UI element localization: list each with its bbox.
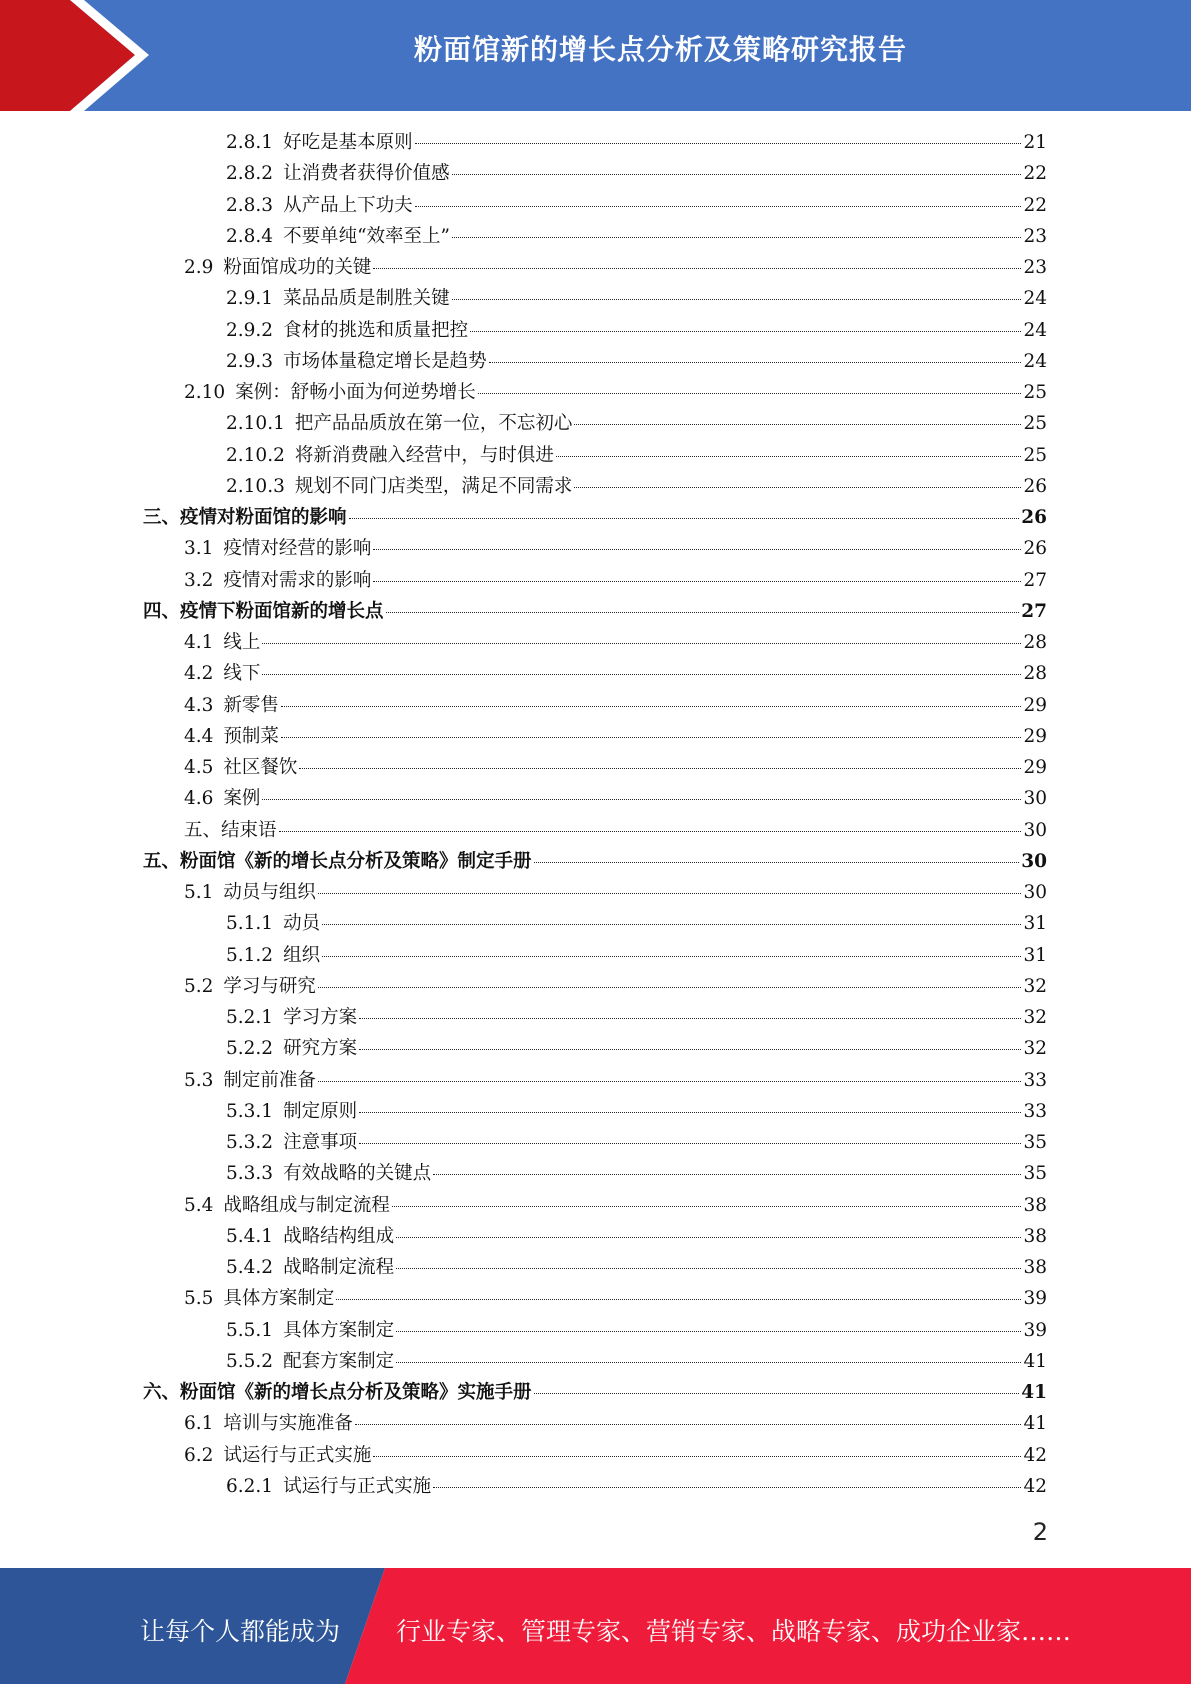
toc-dot-leader <box>534 1393 1020 1394</box>
toc-entry-number: 5.1.1 <box>226 913 274 935</box>
toc-entry-label: 研究方案 <box>283 1038 358 1060</box>
toc-entry-page: 41 <box>1023 1350 1047 1372</box>
toc-dot-leader <box>386 612 1020 613</box>
toc-entry[interactable] <box>226 408 1047 439</box>
toc-entry-number: 2.8.3 <box>226 194 274 216</box>
toc-entry[interactable] <box>184 377 1047 408</box>
toc-entry[interactable] <box>143 846 1047 877</box>
toc-dot-leader <box>556 456 1022 457</box>
toc-dot-leader <box>373 549 1021 550</box>
toc-entry-label: 将新消费融入经营中，与时俱进 <box>294 444 554 466</box>
toc-entry[interactable] <box>184 627 1047 658</box>
toc-entry-page: 35 <box>1023 1132 1047 1153</box>
toc-entry-page: 28 <box>1023 632 1047 653</box>
toc-entry-page: 30 <box>1023 882 1047 903</box>
toc-entry[interactable] <box>184 752 1047 783</box>
toc-entry-number: 5.4 <box>184 1194 214 1216</box>
toc-entry-number: 4.6 <box>184 788 214 810</box>
toc-entry[interactable] <box>226 1315 1047 1346</box>
toc-entry-label: 食材的挑选和质量把控 <box>283 319 469 341</box>
toc-entry-page: 30 <box>1023 819 1047 841</box>
toc-entry-number: 5.1.2 <box>226 944 274 966</box>
toc-entry-page: 33 <box>1023 1100 1047 1122</box>
toc-entry-page: 25 <box>1023 382 1047 403</box>
toc-entry-label: 配套方案制定 <box>283 1350 395 1372</box>
toc-dot-leader <box>373 268 1021 269</box>
toc-entry-label: 六、粉面馆《新的增长点分析及策略》实施手册 <box>143 1382 532 1403</box>
toc-entry-label: 动员与组织 <box>223 882 316 903</box>
toc-entry[interactable] <box>226 158 1047 189</box>
toc-entry-label: 粉面馆成功的关键 <box>223 257 372 278</box>
toc-entry[interactable] <box>184 658 1047 689</box>
report-title: 粉面馆新的增长点分析及策略研究报告 <box>413 33 907 66</box>
toc-entry-label: 动员 <box>283 913 321 935</box>
toc-entry-page: 24 <box>1023 319 1047 341</box>
toc-entry-page: 22 <box>1023 163 1047 185</box>
toc-entry-number: 4.3 <box>184 694 214 716</box>
toc-entry[interactable] <box>226 1002 1047 1033</box>
toc-entry-page: 31 <box>1023 944 1047 966</box>
toc-dot-leader <box>396 1268 1021 1269</box>
toc-entry-number: 2.10.2 <box>226 444 285 466</box>
toc-dot-leader <box>396 1237 1021 1238</box>
toc-entry-number: 5.5.1 <box>226 1319 274 1341</box>
toc-entry[interactable] <box>226 440 1047 471</box>
toc-dot-leader <box>359 1112 1021 1113</box>
toc-entry-label: 五、粉面馆《新的增长点分析及策略》制定手册 <box>143 850 532 872</box>
toc-entry-number: 4.2 <box>184 663 214 685</box>
toc-entry[interactable] <box>184 1065 1047 1096</box>
toc-entry[interactable] <box>226 190 1047 221</box>
toc-entry[interactable] <box>184 1408 1047 1439</box>
toc-entry-label: 战略制定流程 <box>283 1257 395 1278</box>
toc-dot-leader <box>478 393 1022 394</box>
toc-entry-page: 38 <box>1023 1225 1047 1247</box>
toc-entry-page: 21 <box>1023 132 1047 153</box>
toc-dot-leader <box>489 362 1022 363</box>
toc-entry-number: 6.2.1 <box>226 1475 274 1497</box>
toc-entry-page: 23 <box>1023 225 1047 247</box>
toc-dot-leader <box>396 1331 1021 1332</box>
toc-entry-number: 4.1 <box>184 632 214 653</box>
toc-entry[interactable] <box>143 596 1047 627</box>
toc-entry-page: 32 <box>1023 1038 1047 1060</box>
toc-entry-page: 41 <box>1023 1413 1047 1435</box>
toc-entry-label: 三、疫情对粉面馆的影响 <box>143 507 347 528</box>
toc-entry-label: 试运行与正式实施 <box>223 1444 372 1466</box>
toc-entry-label: 战略组成与制定流程 <box>223 1194 390 1216</box>
toc-dot-leader <box>281 737 1022 738</box>
toc-entry[interactable] <box>184 783 1047 814</box>
toc-dot-leader <box>415 143 1022 144</box>
toc-entry-number: 2.10.1 <box>226 413 285 435</box>
toc-entry-number: 5.3.3 <box>226 1163 274 1185</box>
toc-dot-leader <box>279 831 1022 832</box>
toc-entry-number: 5.4.2 <box>226 1257 274 1278</box>
toc-dot-leader <box>318 1081 1022 1082</box>
toc-entry-label: 菜品品质是制胜关键 <box>283 288 450 310</box>
toc-entry-page: 38 <box>1023 1257 1047 1278</box>
toc-entry[interactable] <box>226 221 1047 252</box>
toc-entry[interactable] <box>143 1377 1047 1408</box>
red-arrow-shape <box>0 0 135 111</box>
toc-entry-number: 6.2 <box>184 1444 214 1466</box>
toc-entry[interactable] <box>226 908 1047 939</box>
toc-dot-leader <box>336 1299 1021 1300</box>
toc-dot-leader <box>322 924 1021 925</box>
toc-entry-number: 2.8.2 <box>226 163 274 185</box>
toc-dot-leader <box>392 1206 1022 1207</box>
toc-entry-number: 6.1 <box>184 1413 214 1435</box>
toc-entry[interactable] <box>226 346 1047 377</box>
toc-entry-page: 29 <box>1023 694 1047 716</box>
toc-entry-number: 5.3.1 <box>226 1100 274 1122</box>
toc-entry-label: 制定前准备 <box>223 1069 316 1091</box>
toc-entry-page: 27 <box>1023 569 1047 591</box>
toc-entry[interactable] <box>184 1283 1047 1314</box>
toc-dot-leader <box>318 987 1022 988</box>
toc-entry-label: 战略结构组成 <box>283 1225 395 1247</box>
toc-entry-label: 试运行与正式实施 <box>283 1475 432 1497</box>
toc-entry-number: 5.2.2 <box>226 1038 274 1060</box>
toc-entry-label: 学习与研究 <box>223 975 316 997</box>
toc-entry-label: 好吃是基本原则 <box>283 132 413 153</box>
toc-entry-label: 把产品品质放在第一位，不忘初心 <box>294 413 573 435</box>
toc-entry-label: 学习方案 <box>283 1007 358 1028</box>
toc-dot-leader <box>373 581 1021 582</box>
toc-dot-leader <box>262 643 1021 644</box>
toc-entry-label: 制定原则 <box>283 1100 358 1122</box>
toc-dot-leader <box>318 893 1022 894</box>
toc-dot-leader <box>281 706 1022 707</box>
toc-entry-label: 具体方案制定 <box>223 1288 335 1310</box>
toc-entry-number: 2.8.1 <box>226 132 274 153</box>
toc-entry-label: 组织 <box>283 944 321 966</box>
toc-dot-leader <box>322 956 1021 957</box>
toc-entry-page: 32 <box>1023 1007 1047 1028</box>
toc-entry[interactable] <box>184 1440 1047 1471</box>
toc-entry[interactable] <box>226 940 1047 971</box>
toc-entry-page: 23 <box>1023 257 1047 278</box>
page-footer <box>0 1568 1191 1684</box>
toc-entry-label: 社区餐饮 <box>223 757 298 778</box>
toc-entry[interactable] <box>226 1471 1047 1502</box>
toc-dot-leader <box>433 1487 1021 1488</box>
toc-dot-leader <box>349 518 1020 519</box>
toc-entry-label: 培训与实施准备 <box>223 1413 353 1435</box>
toc-entry[interactable] <box>184 815 1047 846</box>
toc-entry[interactable] <box>226 1346 1047 1377</box>
toc-entry-page: 27 <box>1021 600 1047 622</box>
toc-entry[interactable] <box>184 1190 1047 1221</box>
toc-entry-label: 疫情对经营的影响 <box>223 538 372 560</box>
footer-slogan-left: 让每个人都能成为 <box>140 1617 341 1646</box>
toc-entry[interactable] <box>226 471 1047 502</box>
toc-entry-label: 具体方案制定 <box>283 1319 395 1341</box>
toc-dot-leader <box>359 1143 1021 1144</box>
toc-entry-number: 2.10 <box>184 382 226 403</box>
page-header <box>0 0 1191 111</box>
toc-dot-leader <box>452 237 1021 238</box>
toc-entry-number: 5.3 <box>184 1069 214 1091</box>
toc-entry-page: 30 <box>1023 788 1047 810</box>
toc-entry-page: 35 <box>1023 1163 1047 1185</box>
toc-entry-number: 2.9.2 <box>226 319 274 341</box>
toc-entry-page: 32 <box>1023 975 1047 997</box>
toc-entry-number: 5.1 <box>184 882 214 903</box>
toc-entry[interactable] <box>184 533 1047 564</box>
toc-dot-leader <box>359 1018 1021 1019</box>
toc-entry[interactable] <box>226 315 1047 346</box>
toc-dot-leader <box>396 1362 1021 1363</box>
toc-entry[interactable] <box>184 971 1047 1002</box>
toc-entry-page: 29 <box>1023 757 1047 778</box>
toc-entry-number: 2.9.1 <box>226 288 274 310</box>
toc-entry[interactable] <box>226 1158 1047 1189</box>
toc-entry-number: 4.4 <box>184 725 214 747</box>
toc-entry-number: 5.3.2 <box>226 1132 274 1153</box>
toc-entry-page: 25 <box>1023 444 1047 466</box>
toc-dot-leader <box>415 206 1022 207</box>
toc-dot-leader <box>534 862 1020 863</box>
toc-entry[interactable] <box>226 1127 1047 1158</box>
toc-entry-page: 39 <box>1023 1319 1047 1341</box>
toc-entry[interactable] <box>184 721 1047 752</box>
toc-entry-page: 42 <box>1023 1475 1047 1497</box>
toc-entry-number: 2.9.3 <box>226 350 274 372</box>
toc-entry-page: 38 <box>1023 1194 1047 1216</box>
toc-entry[interactable] <box>184 565 1047 596</box>
toc-entry-label: 从产品上下功夫 <box>283 194 413 216</box>
toc-entry-page: 28 <box>1023 663 1047 685</box>
toc-entry[interactable] <box>143 502 1047 533</box>
toc-entry-number: 2.10.3 <box>226 475 285 497</box>
toc-entry-label: 四、疫情下粉面馆新的增长点 <box>143 600 384 622</box>
toc-entry-page: 30 <box>1021 850 1047 872</box>
toc-entry-page: 42 <box>1023 1444 1047 1466</box>
toc-dot-leader <box>452 299 1022 300</box>
toc-entry-label: 规划不同门店类型，满足不同需求 <box>294 475 573 497</box>
footer-slogan-right: 行业专家、管理专家、营销专家、战略专家、成功企业家…… <box>396 1617 1072 1646</box>
toc-entry-label: 线下 <box>223 663 261 685</box>
toc-entry-label: 线上 <box>223 632 261 653</box>
toc-entry-number: 2.8.4 <box>226 225 274 247</box>
toc-entry-page: 39 <box>1023 1288 1047 1310</box>
toc-entry-label: 预制菜 <box>223 725 279 747</box>
toc-entry-page: 26 <box>1023 538 1047 560</box>
toc-entry-number: 3.2 <box>184 569 214 591</box>
toc-entry-number: 5.2 <box>184 975 214 997</box>
page-number: 2 <box>1032 1518 1048 1546</box>
toc-dot-leader <box>299 768 1021 769</box>
toc-entry-label: 新零售 <box>223 694 279 716</box>
toc-entry-page: 29 <box>1023 725 1047 747</box>
toc-entry-number: 3.1 <box>184 538 214 560</box>
toc-entry-page: 26 <box>1023 475 1047 497</box>
toc-dot-leader <box>433 1174 1021 1175</box>
toc-entry-page: 41 <box>1021 1382 1047 1403</box>
toc-entry-number: 5.5 <box>184 1288 214 1310</box>
toc-dot-leader <box>574 424 1021 425</box>
toc-entry-number: 5.2.1 <box>226 1007 274 1028</box>
toc-entry-label: 案例 <box>223 788 261 810</box>
toc-dot-leader <box>359 1049 1021 1050</box>
toc-entry-label: 有效战略的关键点 <box>283 1163 432 1185</box>
toc-dot-leader <box>373 1456 1021 1457</box>
toc-entry-number: 5.5.2 <box>226 1350 274 1372</box>
toc-entry[interactable] <box>226 283 1047 314</box>
toc-entry[interactable] <box>184 877 1047 908</box>
toc-entry[interactable] <box>226 1221 1047 1252</box>
toc-entry-number: 2.9 <box>184 257 214 278</box>
toc-entry-label: 市场体量稳定增长是趋势 <box>283 350 487 372</box>
toc-entry[interactable] <box>226 1096 1047 1127</box>
toc-entry-page: 33 <box>1023 1069 1047 1091</box>
toc-dot-leader <box>355 1424 1022 1425</box>
toc-entry[interactable] <box>184 252 1047 283</box>
toc-dot-leader <box>574 487 1021 488</box>
toc-entry-page: 24 <box>1023 288 1047 310</box>
toc-entry-number: 4.5 <box>184 757 214 778</box>
toc-entry[interactable] <box>226 1033 1047 1064</box>
toc-entry-page: 26 <box>1021 507 1047 528</box>
toc-entry-label: 五、结束语 <box>184 819 277 841</box>
toc-entry-label: 不要单纯“效率至上” <box>283 225 450 247</box>
toc-entry-page: 22 <box>1023 194 1047 216</box>
header-arrow-decoration <box>0 0 160 111</box>
toc-entry[interactable] <box>184 690 1047 721</box>
toc-entry-page: 31 <box>1023 913 1047 935</box>
toc-entry[interactable] <box>226 1252 1047 1283</box>
toc-dot-leader <box>262 799 1021 800</box>
toc-entry-label: 注意事项 <box>283 1132 358 1153</box>
toc-entry-label: 案例：舒畅小面为何逆势增长 <box>235 382 476 403</box>
toc-entry-label: 让消费者获得价值感 <box>283 163 450 185</box>
toc-entry-page: 24 <box>1023 350 1047 372</box>
toc-dot-leader <box>262 674 1021 675</box>
toc-dot-leader <box>452 174 1022 175</box>
toc-entry-label: 疫情对需求的影响 <box>223 569 372 591</box>
toc-dot-leader <box>470 331 1021 332</box>
toc-entry-page: 25 <box>1023 413 1047 435</box>
toc-entry-number: 5.4.1 <box>226 1225 274 1247</box>
toc-entry[interactable] <box>226 127 1047 158</box>
